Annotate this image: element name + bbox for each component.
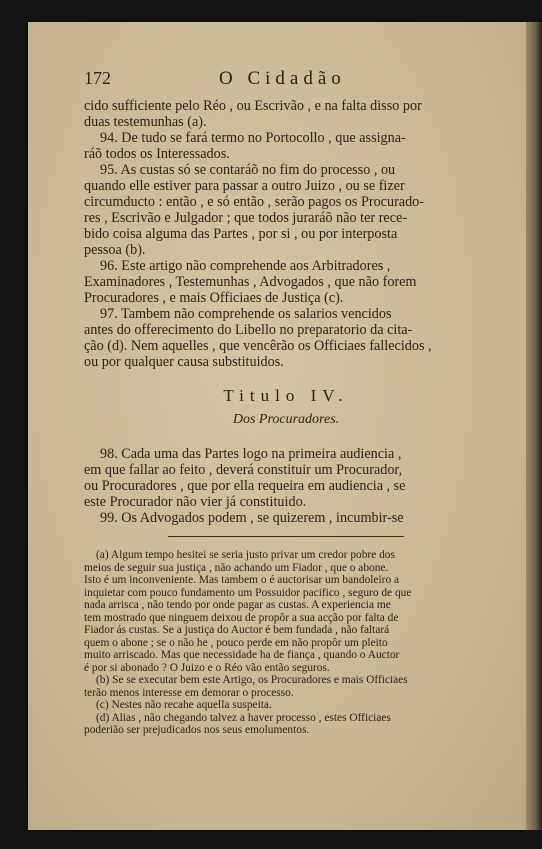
footnote-line: (d) Alias , não chegando talvez a haver processo , estes Officiaes <box>96 711 391 724</box>
footnote-line: Isto é um inconveniente. Mas tambem o é auctorisar um bandoleiro a <box>84 574 400 586</box>
body-line: cido sufficiente pelo Réo , ou Escrivão , e na falta disso por <box>84 98 422 114</box>
body-line: ráõ todos os Interessados. <box>84 146 230 162</box>
page-number: 172 <box>84 68 111 88</box>
section-text <box>84 446 488 526</box>
section-line: 98. Cada uma das Partes logo na primeira audiencia , <box>100 446 402 462</box>
body-line: 94. De tudo se fará termo no Portocollo , que assigna- <box>100 130 406 146</box>
body-line: 95. As custas só se contaráõ no fim do processo , ou <box>100 162 396 178</box>
footnote-line: Fiador ás custas. Se a justiça do Auctor é bem fundada , não faltará <box>84 624 390 636</box>
footnote-line: (c) Nestes não recahe aquella suspeita. <box>96 699 272 711</box>
body-line: Examinadores , Testemunhas , Advogados , que não forem <box>84 274 417 290</box>
body-line: circumducto : então , e só então , serão pagos os Procurado- <box>84 194 425 210</box>
body-line: quando elle estiver para passar a outro Juizo , ou se fizer <box>84 178 405 194</box>
running-title: O Cidadão <box>219 68 346 89</box>
footnote-divider <box>168 536 404 537</box>
section-line: este Procurador não vier já constituido. <box>84 494 307 510</box>
section-subtitle: Dos Procuradores. <box>232 412 340 427</box>
footnote-line: (b) Se se executar bem este Artigo, os Procuradores e mais Officiaes <box>96 674 408 686</box>
body-line: duas testemunhas (a). <box>84 114 207 130</box>
page-spine-edge <box>526 22 542 830</box>
footnote-line: é por si abonado ? O Juizo e o Réo vão então seguros. <box>84 661 330 674</box>
section-line: ou Procuradores , que por ella requeira em audiencia , se <box>84 478 406 494</box>
page-content <box>84 64 488 737</box>
footnote-line: terão menos interesse em demorar o processo. <box>84 686 294 699</box>
body-line: 97. Tambem não comprehende os salarios vencidos <box>100 306 392 322</box>
body-line: Procuradores , e mais Officiaes de Justiça (c). <box>84 290 344 306</box>
body-line: ção (d). Nem aquelles , que vencêrão os Officiaes fallecidos , <box>84 338 432 354</box>
footnote-line: poderião ser prejudicados nos seus emolumentos. <box>84 724 310 736</box>
body-line: 96. Este artigo não comprehende aos Arbitradores , <box>100 258 391 274</box>
section-line: em que fallar ao feito , deverá constituir um Procurador, <box>84 462 403 478</box>
footnote-line: inquietar com pouco fundamento um Possuidor pacifico , seguro de que <box>84 586 412 599</box>
body-line: antes do offerecimento do Libello no preparatorio da cita- <box>84 322 413 338</box>
footnote-line: muito arriscado. Mas que necessidade ha de fiança , quando o Auctor <box>84 649 400 661</box>
running-head <box>84 64 488 98</box>
body-line: ou por qualquer causa substituidos. <box>84 354 284 370</box>
footnote-line: meios de seguir sua justiça , não achando um Fiador , que o abone. <box>84 561 389 574</box>
footnote-line: nada arrisca , não tendo por onde pagar as custas. A experiencia me <box>84 599 391 611</box>
body-line: res , Escrivão e Julgador ; que todos juraráõ não ter rece- <box>84 210 408 226</box>
section-line: 99. Os Advogados podem , se quizerem , incumbir-se <box>100 510 404 526</box>
footnotes <box>84 549 488 737</box>
footnote-line: tem mostrado que ninguem deixou de propôr a sua acção por falta de <box>84 611 399 624</box>
footnote-line: (a) Algum tempo hesitei se seria justo privar um credor pobre dos <box>96 549 395 561</box>
footnote-line: quem o abone ; se o não he , pouco perde em não propôr um pleito <box>84 636 388 649</box>
body-text <box>84 98 488 370</box>
section-heading: Titulo IV. <box>223 386 349 405</box>
body-line: pessoa (b). <box>84 242 146 258</box>
body-line: bido coisa alguma das Partes , por si , ou por interposta <box>84 226 398 242</box>
